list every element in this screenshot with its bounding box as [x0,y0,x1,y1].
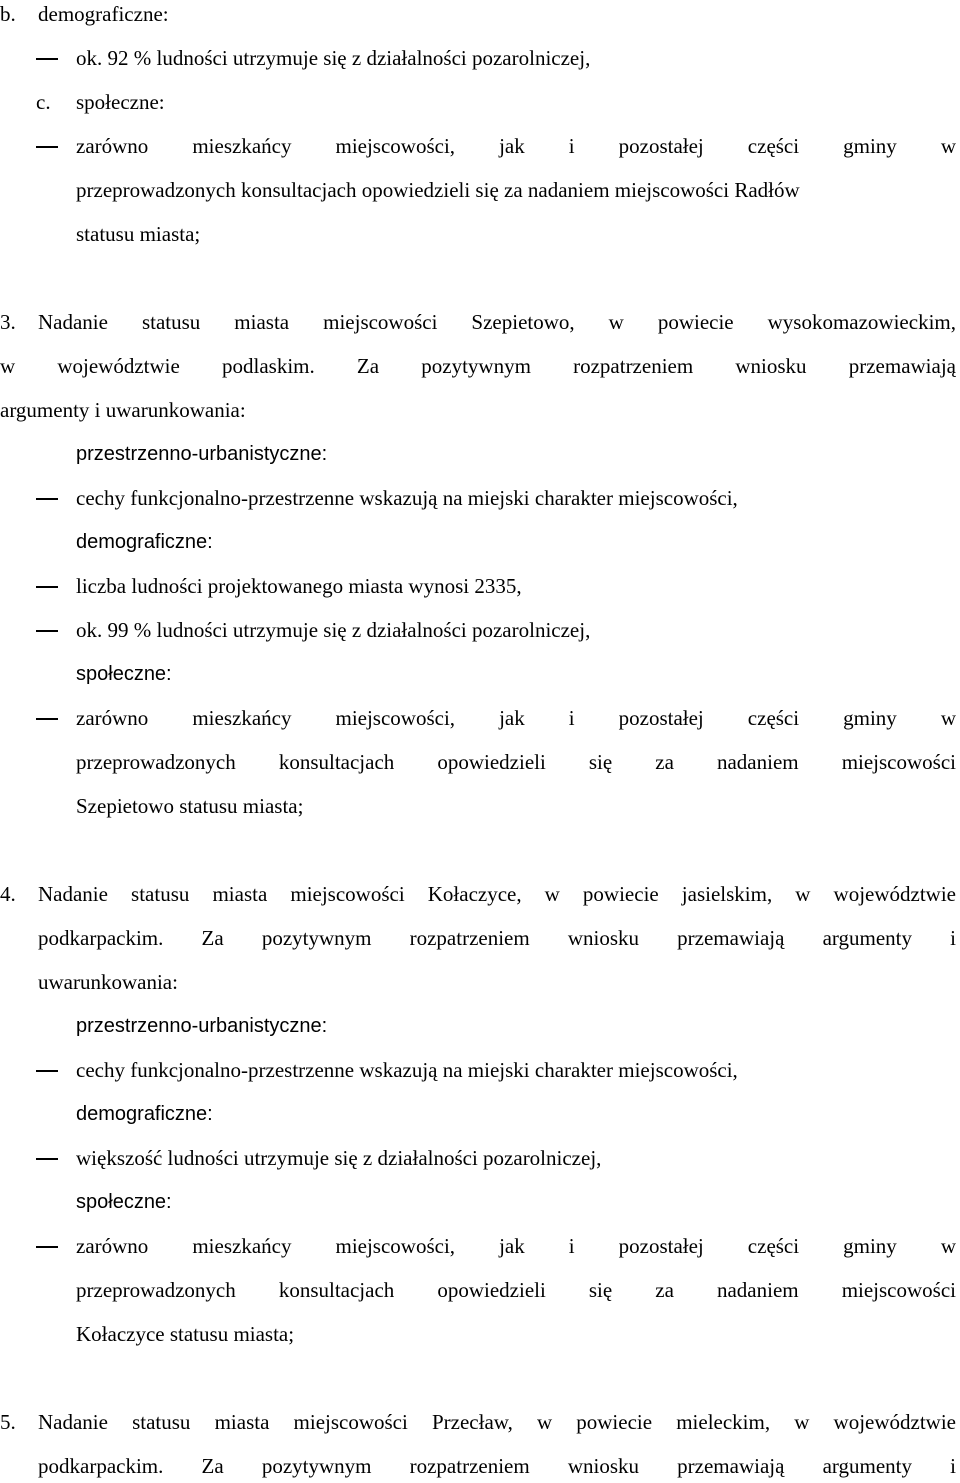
section-title-line: Nadanie statusu miasta miejscowości Szepietowo, w powiecie wysokomazowieckim, [38,310,956,334]
section-title-line: Nadanie statusu miasta miejscowości Kołaczyce, w powiecie jasielskim, w województwie [38,882,956,906]
section-number-3: 3. [0,310,16,334]
section-number-5: 5. [0,1410,16,1434]
paragraph-line: podkarpackim. Za pozytywnym rozpatrzeniem wniosku przemawiają argumenty i [38,926,956,950]
dash-bullet-icon [36,58,58,60]
paragraph-line: zarówno mieszkańcy miejscowości, jak i pozostałej części gminy w [76,134,956,158]
dash-bullet-icon [36,498,58,500]
dash-bullet-icon [36,1246,58,1248]
paragraph-line: w województwie podlaskim. Za pozytywnym rozpatrzeniem wniosku przemawiają [0,354,956,378]
dash-bullet-icon [36,586,58,588]
subheading-social: społeczne: [76,663,172,685]
subheading-spatial: przestrzenno-urbanistyczne: [76,1015,328,1037]
dash-bullet-icon [36,1070,58,1072]
subheading-social: społeczne: [76,1191,172,1213]
subheading-social: społeczne: [76,90,165,114]
list-item: liczba ludności projektowanego miasta wynosi 2335, [76,574,522,598]
paragraph-line: zarówno mieszkańcy miejscowości, jak i pozostałej części gminy w [76,706,956,730]
section-number-4: 4. [0,882,16,906]
paragraph-line: Szepietowo statusu miasta; [76,794,304,818]
list-label-c: c. [36,90,51,114]
dash-bullet-icon [36,146,58,148]
paragraph-line: argumenty i uwarunkowania: [0,398,246,422]
paragraph-line: Kołaczyce statusu miasta; [76,1322,295,1346]
list-item: cechy funkcjonalno-przestrzenne wskazują na miejski charakter miejscowości, [76,486,738,510]
paragraph-line: podkarpackim. Za pozytywnym rozpatrzeniem wniosku przemawiają argumenty i [38,1454,956,1478]
paragraph-line: przeprowadzonych konsultacjach opowiedzieli się za nadaniem miejscowości [76,1278,956,1302]
dash-bullet-icon [36,718,58,720]
paragraph-line: zarówno mieszkańcy miejscowości, jak i pozostałej części gminy w [76,1234,956,1258]
paragraph-line: statusu miasta; [76,222,201,246]
list-label-b: b. [0,2,16,26]
paragraph-line: przeprowadzonych konsultacjach opowiedzieli się za nadaniem miejscowości [76,750,956,774]
dash-bullet-icon [36,1158,58,1160]
subheading-spatial: przestrzenno-urbanistyczne: [76,443,328,465]
paragraph-line: uwarunkowania: [38,970,178,994]
list-item: cechy funkcjonalno-przestrzenne wskazują na miejski charakter miejscowości, [76,1058,738,1082]
subheading-demographic: demograficzne: [76,1103,213,1125]
paragraph-line: przeprowadzonych konsultacjach opowiedzieli się za nadaniem miejscowości Radłów [76,178,800,202]
subheading-demographic: demograficzne: [38,2,169,26]
subheading-demographic: demograficzne: [76,531,213,553]
dash-bullet-icon [36,630,58,632]
list-item: większość ludności utrzymuje się z działalności pozarolniczej, [76,1146,602,1170]
section-title-line: Nadanie statusu miasta miejscowości Przecław, w powiecie mieleckim, w województwie [38,1410,956,1434]
list-item: ok. 99 % ludności utrzymuje się z działalności pozarolniczej, [76,618,591,642]
